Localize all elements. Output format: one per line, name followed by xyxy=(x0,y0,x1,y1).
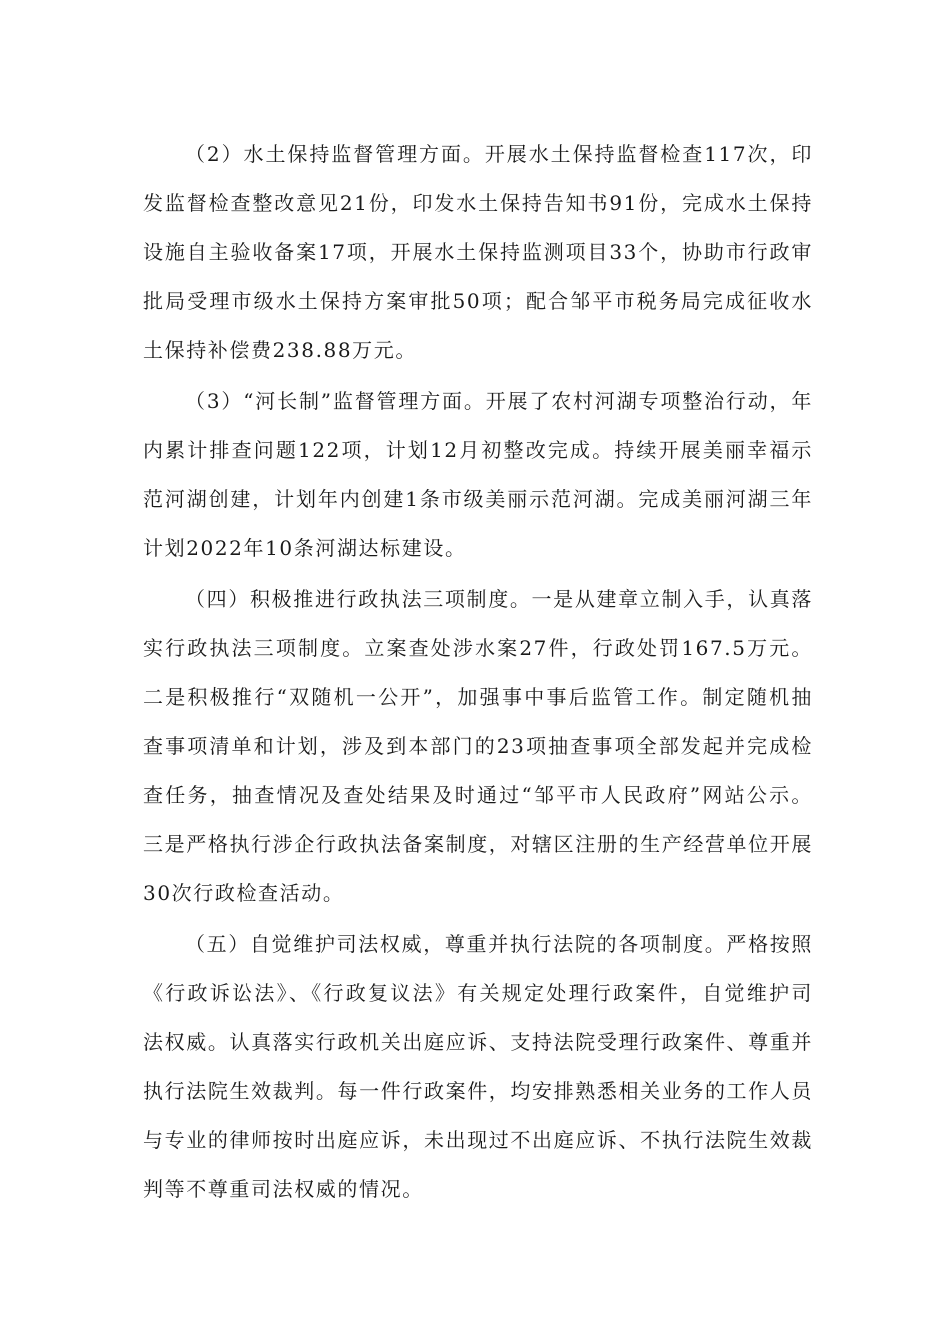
paragraph-soil-conservation: （2）水土保持监督管理方面。开展水土保持监督检查117次，印发监督检查整改意见21份，印发水土保持告知书91份，完成水土保持设施自主验收备案17项，开展水土保持监测项目33个，协助市行政审批局受理市级水土保持方案审批50项；配合邹平市税务局完成征收水土保持补偿费238.88万元。 xyxy=(143,142,813,362)
paragraph-administrative-enforcement: （四）积极推进行政执法三项制度。一是从建章立制入手，认真落实行政执法三项制度。立案查处涉水案27件，行政处罚167.5万元。二是积极推行“双随机一公开”，加强事中事后监管工作。制定随机抽查事项清单和计划，涉及到本部门的23项抽查事项全部发起并完成检查任务，抽查情况及查处结果及时通过“邹平市人民政府”网站公示。三是严格执行涉企行政执法备案制度，对辖区注册的生产经营单位开展30次行政检查活动。 xyxy=(143,587,813,905)
document-body xyxy=(143,130,813,1216)
paragraph-judicial-authority: （五）自觉维护司法权威，尊重并执行法院的各项制度。严格按照《行政诉讼法》、《行政复议法》有关规定处理行政案件，自觉维护司法权威。认真落实行政机关出庭应诉、支持法院受理行政案件、尊重并执行法院生效裁判。每一件行政案件，均安排熟悉相关业务的工作人员与专业的律师按时出庭应诉，未出现过不出庭应诉、不执行法院生效裁判等不尊重司法权威的情况。 xyxy=(143,932,813,1201)
paragraph-river-chief: （3）“河长制”监督管理方面。开展了农村河湖专项整治行动，年内累计排查问题122项，计划12月初整改完成。持续开展美丽幸福示范河湖创建，计划年内创建1条市级美丽示范河湖。完成美丽河湖三年计划2022年10条河湖达标建设。 xyxy=(143,389,813,560)
